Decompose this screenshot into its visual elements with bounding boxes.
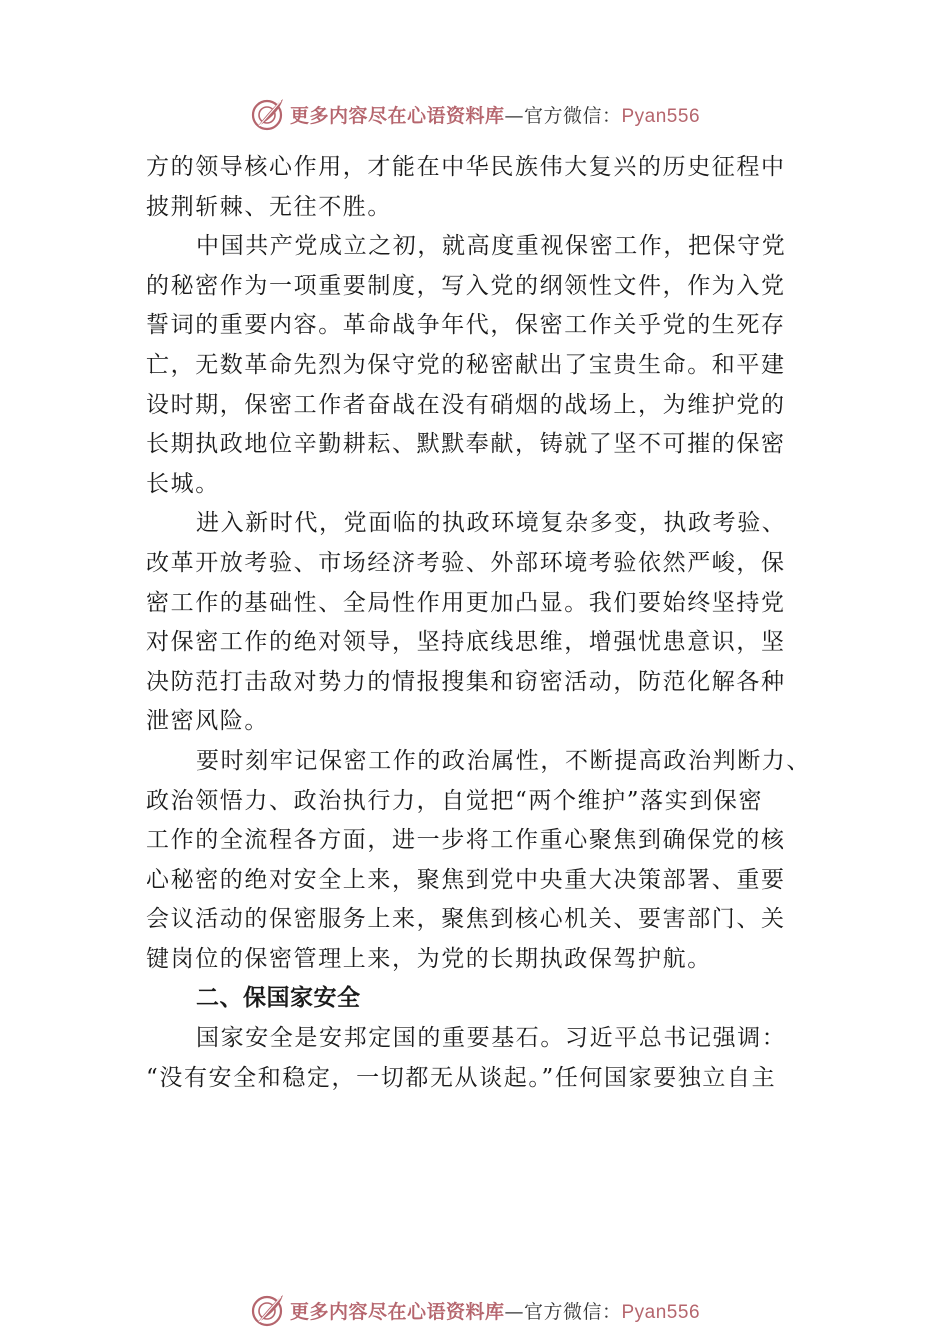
- paragraph-start-line: 国家安全是安邦定国的重要基石。习近平总书记强调：: [196, 1025, 787, 1052]
- text-line: 工作的全流程各方面，进一步将工作重心聚焦到确保党的核: [146, 827, 786, 854]
- quill-logo-icon: [250, 1292, 286, 1328]
- header-wechat-label: 官方微信：: [523, 104, 622, 127]
- header-separator: —: [504, 104, 524, 127]
- paragraph-start-line: 中国共产党成立之初，就高度重视保密工作，把保守党: [196, 233, 787, 260]
- text-line: 会议活动的保密服务上来，聚焦到核心机关、要害部门、关: [146, 906, 786, 933]
- text-line: 设时期，保密工作者奋战在没有硝烟的战场上，为维护党的: [146, 391, 786, 418]
- text-line: 披荆斩棘、无往不胜。: [146, 193, 392, 220]
- footer-wechat-id: Pyan556: [621, 1301, 701, 1323]
- paragraph-start-line: 要时刻牢记保密工作的政治属性，不断提高政治判断力、: [196, 747, 811, 774]
- footer-separator: —: [504, 1300, 524, 1323]
- text-line: 泄密风险。: [146, 708, 269, 735]
- text-line: 长期执政地位辛勤耕耘、默默奉献，铸就了坚不可摧的保密: [146, 431, 786, 458]
- header-banner-text: [290, 101, 700, 128]
- paragraph-start-line: 进入新时代，党面临的执政环境复杂多变，执政考验、: [196, 510, 787, 537]
- text-line: 心秘密的绝对安全上来，聚焦到党中央重大决策部署、重要: [146, 866, 786, 893]
- document-body: [146, 148, 818, 1098]
- footer-wechat-label: 官方微信：: [523, 1300, 622, 1323]
- quill-logo-icon: [250, 96, 286, 132]
- text-line: 改革开放考验、市场经济考验、外部环境考验依然严峻，保: [146, 549, 786, 576]
- section-heading: 二、保国家安全: [196, 985, 361, 1012]
- footer-banner-text: [290, 1297, 700, 1324]
- footer-site-name: 更多内容尽在心语资料库: [289, 1300, 505, 1323]
- text-line: 的秘密作为一项重要制度，写入党的纲领性文件，作为入党: [146, 272, 786, 299]
- text-line: 政治领悟力、政治执行力，自觉把“两个维护”落实到保密: [146, 787, 764, 814]
- text-line: 方的领导核心作用，才能在中华民族伟大复兴的历史征程中: [146, 154, 786, 180]
- header-site-name: 更多内容尽在心语资料库: [289, 104, 505, 127]
- text-line: “没有安全和稳定，一切都无从谈起。”任何国家要独立自主: [146, 1064, 777, 1091]
- text-line: 键岗位的保密管理上来，为党的长期执政保驾护航。: [146, 945, 712, 972]
- text-line: 密工作的基础性、全局性作用更加凸显。我们要始终坚持党: [146, 589, 786, 616]
- header-banner: [0, 94, 950, 134]
- text-line: 亡，无数革命先烈为保守党的秘密献出了宝贵生命。和平建: [146, 351, 786, 378]
- text-line: 长城。: [146, 470, 220, 497]
- text-line: 决防范打击敌对势力的情报搜集和窃密活动，防范化解各种: [146, 668, 786, 695]
- text-line: 对保密工作的绝对领导，坚持底线思维，增强忧患意识，坚: [146, 629, 786, 656]
- header-wechat-id: Pyan556: [621, 105, 701, 127]
- footer-banner: [0, 1290, 950, 1330]
- text-line: 誓词的重要内容。革命战争年代，保密工作关乎党的生死存: [146, 312, 786, 339]
